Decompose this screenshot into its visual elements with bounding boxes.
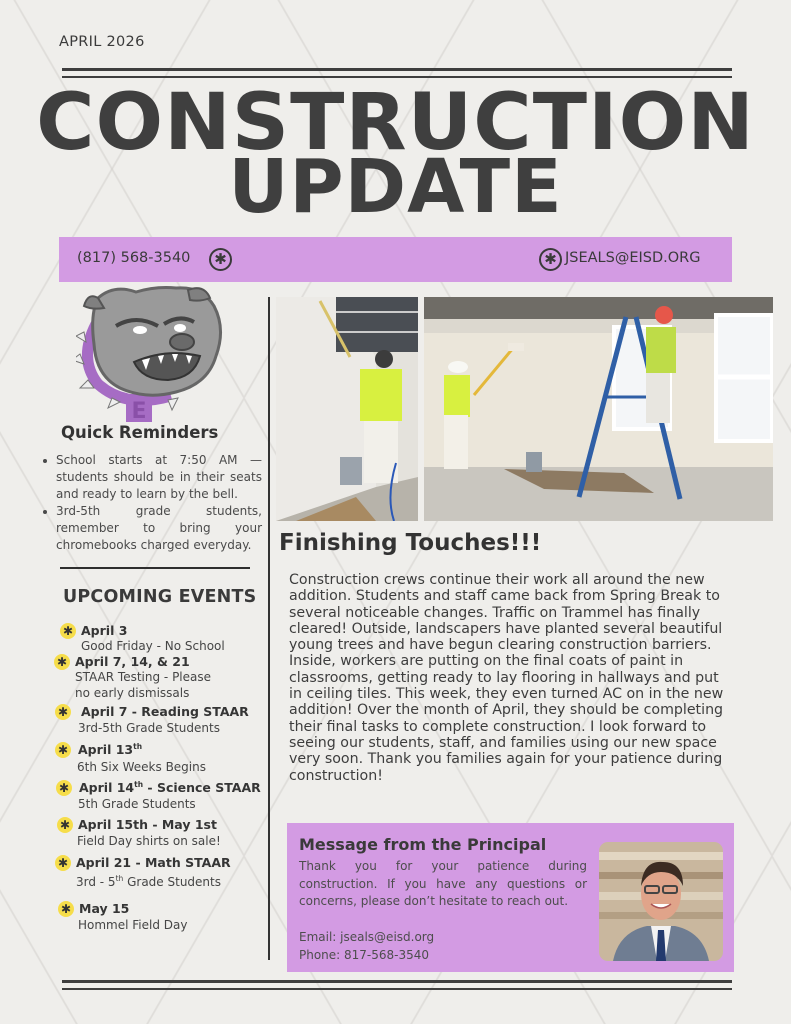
contact-phone[interactable]: (817) 568-3540: [77, 250, 191, 266]
asterisk-circle-icon: ✱: [539, 248, 562, 271]
top-rule-thick: [62, 68, 732, 71]
asterisk-bullet-icon: ✱: [55, 742, 71, 758]
column-divider: [268, 297, 270, 960]
title-line-2: UPDATE: [228, 144, 563, 230]
article-title: Finishing Touches!!!: [279, 530, 542, 556]
event-desc: Hommel Field Day: [78, 918, 188, 932]
event-title: April 14th - Science STAAR: [79, 780, 261, 796]
reminder-item: School starts at 7:50 AM — students should be in their seats and ready to learn by the bell.: [40, 452, 262, 503]
contact-email[interactable]: JSEALS@EISD.ORG: [565, 250, 701, 266]
title-line-1: CONSTRUCTION: [36, 78, 755, 168]
event-desc: 3rd-5th Grade Students: [78, 721, 220, 735]
principal-phone[interactable]: Phone: 817-568-3540: [299, 948, 430, 962]
event-title: April 21 - Math STAAR: [76, 855, 231, 870]
contact-bar: [59, 237, 732, 282]
left-divider: [60, 567, 250, 569]
principal-photo: [599, 842, 723, 961]
asterisk-bullet-icon: ✱: [54, 654, 70, 670]
asterisk-bullet-icon: ✱: [57, 817, 73, 833]
event-desc: no early dismissals: [75, 686, 190, 700]
asterisk-bullet-icon: ✱: [55, 704, 71, 720]
issue-month: APRIL 2026: [59, 34, 145, 50]
event-desc: Field Day shirts on sale!: [77, 834, 221, 848]
principal-message-box: [287, 823, 734, 972]
asterisk-bullet-icon: ✱: [55, 855, 71, 871]
event-desc: STAAR Testing - Please: [75, 670, 212, 684]
quick-reminders-list: [40, 452, 262, 554]
construction-photo-ladder: [424, 297, 773, 521]
event-title: April 7, 14, & 21: [75, 654, 190, 669]
bottom-rule-thin: [62, 988, 732, 990]
event-desc: 6th Six Weeks Begins: [77, 760, 206, 774]
asterisk-bullet-icon: ✱: [60, 623, 76, 639]
asterisk-circle-icon: ✱: [209, 248, 232, 271]
event-desc: Good Friday - No School: [81, 639, 225, 653]
bottom-rule-thick: [62, 980, 732, 983]
event-title: April 7 - Reading STAAR: [81, 704, 249, 719]
bulldog-mascot-logo: [76, 284, 226, 422]
event-title: April 3: [81, 623, 128, 638]
asterisk-bullet-icon: ✱: [56, 780, 72, 796]
quick-reminders-title: Quick Reminders: [61, 423, 219, 442]
event-title: April 13th: [78, 742, 143, 758]
event-desc: 5th Grade Students: [78, 797, 196, 811]
upcoming-events-title: UPCOMING EVENTS: [63, 587, 257, 607]
reminder-item: 3rd-5th grade students, remember to bring your chromebooks charged everyday.: [40, 503, 262, 554]
construction-photo-painter: [276, 297, 418, 521]
asterisk-bullet-icon: ✱: [58, 901, 74, 917]
event-title: April 15th - May 1st: [78, 817, 217, 832]
principal-message-body: Thank you for your patience during construction. If you have any questions or concerns, please don’t hesitate to reach out.: [299, 859, 587, 908]
event-title: May 15: [79, 901, 130, 916]
article-body: Construction crews continue their work all around the new addition. Students and staff came back from Spring Break to several noticeable changes. Traffic on Trammel has finally cleared! Outside, landscapers have planted several beautiful young trees and have begun clearing construction barriers. Inside, workers are putting on the final coats of paint in classrooms, getting ready to lay flooring in hallways and put in ceiling tiles. This week, they even turned AC on in the new addition! Over the month of April, they should be completing their final tasks to complete construction. I look forward to seeing our students, staff, and families using our new space very soon. Thank you families again for your patience during construction!: [289, 572, 724, 784]
principal-message-title: Message from the Principal: [299, 835, 547, 854]
principal-email[interactable]: Email: jseals@eisd.org: [299, 930, 435, 944]
event-desc: 3rd - 5th Grade Students: [76, 874, 221, 889]
svg-text:E: E: [131, 399, 147, 422]
